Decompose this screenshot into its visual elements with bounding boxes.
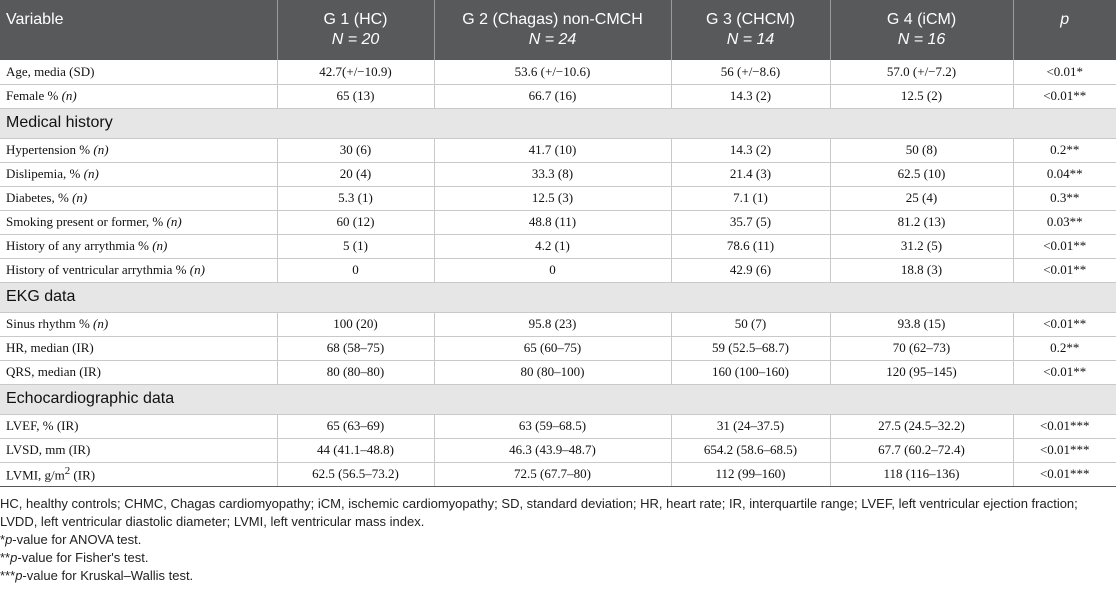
cell-p-value: <0.01* xyxy=(1013,60,1116,84)
row-variable-label xyxy=(0,258,277,282)
row-label-text: LVMI, g/m xyxy=(6,467,65,483)
cell-p-value: <0.01** xyxy=(1013,258,1116,282)
cell-group-3: 35.7 (5) xyxy=(671,210,830,234)
table-header-row xyxy=(0,0,1116,60)
row-label-text: HR, median (IR) xyxy=(6,340,94,355)
cell-p-value: 0.04** xyxy=(1013,162,1116,186)
header-group-1-name: G 1 (HC) xyxy=(323,11,388,28)
header-group-1-n: N = 20 xyxy=(331,31,380,48)
row-label-text: LVEF, % (IR) xyxy=(6,418,79,433)
cell-p-value: 0.3** xyxy=(1013,186,1116,210)
cell-group-4: 120 (95–145) xyxy=(830,360,1013,384)
cell-group-1: 0 xyxy=(277,258,434,282)
table-row xyxy=(0,84,1116,108)
cell-p-value: <0.01** xyxy=(1013,312,1116,336)
cell-group-2: 48.8 (11) xyxy=(434,210,671,234)
row-variable-label xyxy=(0,60,277,84)
cell-group-4: 25 (4) xyxy=(830,186,1013,210)
cell-group-4: 57.0 (+/−7.2) xyxy=(830,60,1013,84)
cell-group-2: 41.7 (10) xyxy=(434,138,671,162)
row-label-n: (n) xyxy=(152,238,168,253)
table-row xyxy=(0,438,1116,462)
row-label-n: (n) xyxy=(93,316,109,331)
cell-group-1: 62.5 (56.5–73.2) xyxy=(277,462,434,486)
cell-group-2: 4.2 (1) xyxy=(434,234,671,258)
cell-group-2: 66.7 (16) xyxy=(434,84,671,108)
header-variable: Variable xyxy=(0,0,277,60)
cell-group-4: 18.8 (3) xyxy=(830,258,1013,282)
cell-group-3: 654.2 (58.6–68.5) xyxy=(671,438,830,462)
cell-group-3: 78.6 (11) xyxy=(671,234,830,258)
cell-group-2: 95.8 (23) xyxy=(434,312,671,336)
table-row xyxy=(0,462,1116,486)
cell-group-3: 14.3 (2) xyxy=(671,138,830,162)
cell-p-value: <0.01*** xyxy=(1013,438,1116,462)
header-group-3-name: G 3 (CHCM) xyxy=(706,11,795,28)
table-row xyxy=(0,258,1116,282)
row-label-text: Diabetes, % xyxy=(6,190,73,205)
header-group-1 xyxy=(277,0,434,60)
cell-group-3: 7.1 (1) xyxy=(671,186,830,210)
header-group-3-n: N = 14 xyxy=(726,31,775,48)
cell-group-4: 93.8 (15) xyxy=(830,312,1013,336)
cell-group-1: 68 (58–75) xyxy=(277,336,434,360)
table-row xyxy=(0,414,1116,438)
cell-group-2: 72.5 (67.7–80) xyxy=(434,462,671,486)
row-label-text: LVSD, mm (IR) xyxy=(6,442,91,457)
row-label-text: Sinus rhythm % xyxy=(6,316,94,331)
row-variable-label xyxy=(0,462,277,486)
footnote-fisher-text: -value for Fisher's test. xyxy=(17,549,149,565)
table-row xyxy=(0,60,1116,84)
cell-p-value: <0.01** xyxy=(1013,84,1116,108)
section-header-label: Echocardiographic data xyxy=(0,384,1116,414)
row-variable-label xyxy=(0,360,277,384)
table-footnotes xyxy=(0,487,1116,585)
cell-group-2: 0 xyxy=(434,258,671,282)
cell-group-3: 14.3 (2) xyxy=(671,84,830,108)
row-variable-label xyxy=(0,210,277,234)
cell-group-2: 63 (59–68.5) xyxy=(434,414,671,438)
cell-group-3: 50 (7) xyxy=(671,312,830,336)
section-header-row xyxy=(0,384,1116,414)
cell-group-1: 44 (41.1–48.8) xyxy=(277,438,434,462)
section-header-label: EKG data xyxy=(0,282,1116,312)
row-label-n: (n) xyxy=(61,88,77,103)
cell-group-1: 80 (80–80) xyxy=(277,360,434,384)
header-group-3 xyxy=(671,0,830,60)
cell-group-1: 60 (12) xyxy=(277,210,434,234)
row-label-text: Dislipemia, % xyxy=(6,166,84,181)
header-group-4 xyxy=(830,0,1013,60)
cell-group-2: 46.3 (43.9–48.7) xyxy=(434,438,671,462)
row-label-n: (n) xyxy=(166,214,182,229)
footnote-abbreviations: HC, healthy controls; CHMC, Chagas cardiomyopathy; iCM, ischemic cardiomyopathy; SD, standard deviation; HR, heart rate; IR, interquartile range; LVEF, left ventricular ejection fraction; LVDD, left ventricular diastolic diameter; LVMI, left ventricular mass index. xyxy=(0,495,1078,529)
row-label-text: Smoking present or former, % xyxy=(6,214,167,229)
row-label-n: (n) xyxy=(72,190,88,205)
table-row xyxy=(0,234,1116,258)
cell-group-1: 100 (20) xyxy=(277,312,434,336)
cell-group-1: 20 (4) xyxy=(277,162,434,186)
row-label-n: (n) xyxy=(83,166,99,181)
footnote-anova-text: -value for ANOVA test. xyxy=(12,531,142,547)
footnote-anova-mark: * xyxy=(0,531,6,547)
header-group-4-name: G 4 (iCM) xyxy=(886,11,957,28)
footnote-fisher xyxy=(0,549,1116,567)
row-label-text: QRS, median (IR) xyxy=(6,364,101,379)
cell-group-2: 12.5 (3) xyxy=(434,186,671,210)
row-variable-label xyxy=(0,138,277,162)
footnote-anova xyxy=(0,531,1116,549)
footnote-kruskal xyxy=(0,567,1116,585)
header-group-4-n: N = 16 xyxy=(897,31,946,48)
cell-group-2: 53.6 (+/−10.6) xyxy=(434,60,671,84)
cell-group-4: 70 (62–73) xyxy=(830,336,1013,360)
cell-group-3: 21.4 (3) xyxy=(671,162,830,186)
table-row xyxy=(0,312,1116,336)
cell-group-2: 65 (60–75) xyxy=(434,336,671,360)
cell-group-1: 30 (6) xyxy=(277,138,434,162)
row-label-text: Female % xyxy=(6,88,62,103)
table-row xyxy=(0,186,1116,210)
header-group-2-name: G 2 (Chagas) non-CMCH xyxy=(462,11,643,28)
row-variable-label xyxy=(0,312,277,336)
cell-p-value: 0.2** xyxy=(1013,336,1116,360)
table-row xyxy=(0,162,1116,186)
cell-group-2: 33.3 (8) xyxy=(434,162,671,186)
row-label-superscript: 2 xyxy=(64,464,71,477)
row-variable-label xyxy=(0,234,277,258)
row-label-n: (n) xyxy=(93,142,109,157)
cell-group-4: 50 (8) xyxy=(830,138,1013,162)
table-row xyxy=(0,336,1116,360)
cell-group-2: 80 (80–100) xyxy=(434,360,671,384)
row-variable-label xyxy=(0,414,277,438)
cell-p-value: <0.01** xyxy=(1013,360,1116,384)
table-row xyxy=(0,360,1116,384)
cell-group-3: 31 (24–37.5) xyxy=(671,414,830,438)
header-group-2-n: N = 24 xyxy=(528,31,577,48)
row-variable-label xyxy=(0,84,277,108)
cell-group-1: 42.7(+/−10.9) xyxy=(277,60,434,84)
section-header-label: Medical history xyxy=(0,108,1116,138)
cell-group-3: 160 (100–160) xyxy=(671,360,830,384)
cell-p-value: 0.03** xyxy=(1013,210,1116,234)
row-label-text: History of any arrythmia % xyxy=(6,238,153,253)
cell-group-3: 56 (+/−8.6) xyxy=(671,60,830,84)
cell-group-4: 27.5 (24.5–32.2) xyxy=(830,414,1013,438)
section-header-row xyxy=(0,108,1116,138)
row-variable-label xyxy=(0,162,277,186)
cell-group-4: 62.5 (10) xyxy=(830,162,1013,186)
footnote-kruskal-text: -value for Kruskal–Wallis test. xyxy=(22,567,194,583)
footnote-kruskal-mark: *** xyxy=(0,567,16,583)
row-variable-label xyxy=(0,186,277,210)
cell-p-value: <0.01*** xyxy=(1013,462,1116,486)
section-header-row xyxy=(0,282,1116,312)
row-label-text: Hypertension % xyxy=(6,142,94,157)
cell-p-value: 0.2** xyxy=(1013,138,1116,162)
cell-group-4: 67.7 (60.2–72.4) xyxy=(830,438,1013,462)
row-variable-label xyxy=(0,336,277,360)
cell-group-4: 31.2 (5) xyxy=(830,234,1013,258)
header-p-value: p xyxy=(1060,11,1070,28)
table-row xyxy=(0,210,1116,234)
cell-p-value: <0.01*** xyxy=(1013,414,1116,438)
cell-p-value: <0.01** xyxy=(1013,234,1116,258)
cell-group-3: 112 (99–160) xyxy=(671,462,830,486)
footnote-fisher-mark: ** xyxy=(0,549,11,565)
footnote-fisher-p: p xyxy=(10,549,18,565)
cell-group-3: 42.9 (6) xyxy=(671,258,830,282)
cell-group-1: 5 (1) xyxy=(277,234,434,258)
footnote-anova-p: p xyxy=(5,531,13,547)
cell-group-1: 5.3 (1) xyxy=(277,186,434,210)
row-label-n: (n) xyxy=(189,262,205,277)
row-label-suffix: (IR) xyxy=(70,467,96,483)
cell-group-1: 65 (13) xyxy=(277,84,434,108)
footnote-kruskal-p: p xyxy=(15,567,23,583)
cell-group-4: 118 (116–136) xyxy=(830,462,1013,486)
row-variable-label xyxy=(0,438,277,462)
table-row xyxy=(0,138,1116,162)
cell-group-3: 59 (52.5–68.7) xyxy=(671,336,830,360)
row-label-text: Age, media (SD) xyxy=(6,63,95,79)
table-body xyxy=(0,60,1116,486)
cell-group-1: 65 (63–69) xyxy=(277,414,434,438)
cell-group-4: 81.2 (13) xyxy=(830,210,1013,234)
cell-group-4: 12.5 (2) xyxy=(830,84,1013,108)
row-label-text: History of ventricular arrythmia % xyxy=(6,262,190,277)
header-group-2 xyxy=(434,0,671,60)
